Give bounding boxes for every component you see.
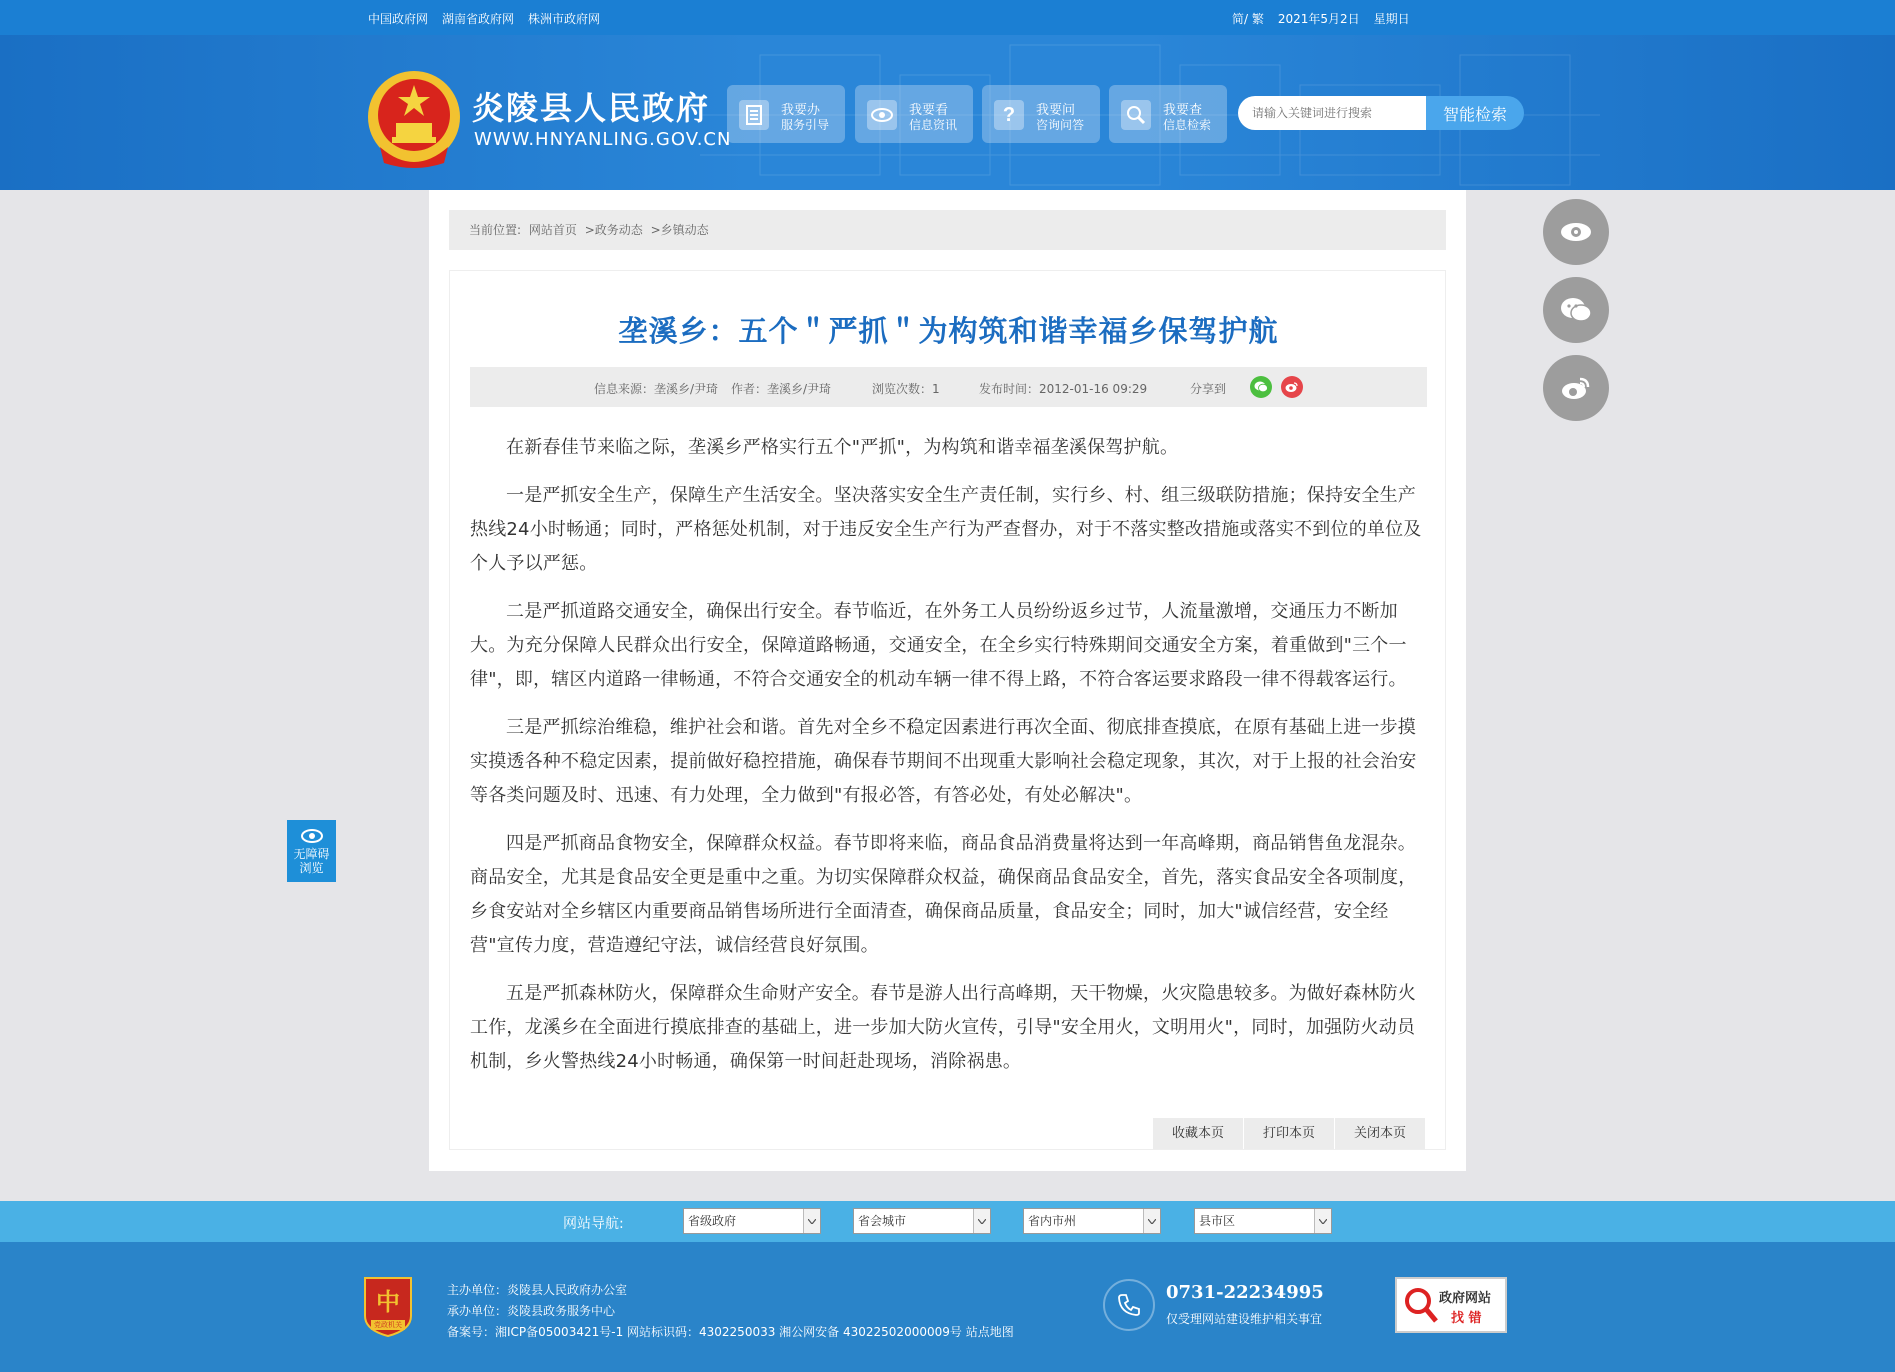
service-view-title: 我要看 [909, 103, 949, 118]
article-paragraph: 三是严抓综治维稳，维护社会和谐。首先对全乡不稳定因素进行再次全面、彻底排查摸底，在原有基础上进一步摸实摸透各种不稳定因素，提前做好稳控措施，确保春节期间不出现重大影响社会稳定现象，其次，对于上报的社会治安等各类问题及时、迅速、有力处理，全力做到"有报必答，有答必处，有处必解决"。 [470, 717, 1417, 806]
party-gov-badge-label: 党政机关 [374, 1321, 402, 1329]
article-body [470, 431, 1427, 1093]
select-province-cities-value: 省内市州 [1028, 1214, 1077, 1228]
share-wechat-icon[interactable] [1250, 376, 1272, 398]
article-title: 垄溪乡：五个＂严抓＂为构筑和谐幸福乡保驾护航 [618, 314, 1279, 348]
site-title[interactable]: 炎陵县人民政府 [472, 89, 711, 127]
footer-phone: 0731-22234995 [1166, 1282, 1324, 1303]
article-paragraph: 四是严抓商品食物安全，保障群众权益。春节即将来临，商品食品消费量将达到一年高峰期，商品销售鱼龙混杂。商品安全，尤其是食品安全更是重中之重。为切实保障群众权益，确保商品食品安全，首先，落实食品安全各项制度，乡食安站对全乡辖区内重要商品销售场所进行全面清查，确保商品质量，食品安全；同时，加大"诚信经营，安全经营"宣传力度，营造遵纪守法，诚信经营良好氛围。 [470, 833, 1417, 956]
select-capital-cities-value: 省会城市 [858, 1214, 907, 1228]
float-wechat-button[interactable] [1543, 277, 1609, 343]
eye-icon [1560, 222, 1592, 242]
footer-host: 主办单位：炎陵县人民政府办公室 [447, 1283, 628, 1297]
select-counties[interactable] [1194, 1208, 1332, 1234]
error-report-label-2: 找 错 [1451, 1307, 1501, 1325]
article-paragraph: 一是严抓安全生产，保障生产生活安全。坚决落实安全生产责任制，实行乡、村、组三级联防措施；保持安全生产热线24小时畅通；同时，严格惩处机制，对于违反安全生产行为严查督办，对于不落实整改措施或落实不到位的单位及个人予以严惩。 [470, 485, 1422, 574]
weibo-icon [1560, 375, 1592, 401]
meta-published: 发布时间：2012-01-16 09:29 [979, 382, 1148, 396]
top-bar-right [1232, 10, 1410, 27]
accessibility-label-1: 无障碍 [293, 847, 330, 861]
service-do-button[interactable] [727, 85, 845, 143]
breadcrumb [449, 210, 1446, 250]
party-gov-badge-icon[interactable] [361, 1274, 415, 1338]
service-ask-title: 我要问 [1036, 103, 1076, 118]
gov-links [368, 10, 600, 27]
article-meta [470, 367, 1427, 407]
question-icon: ? [994, 100, 1024, 130]
breadcrumb-label: 当前位置: [469, 223, 522, 237]
article-paragraph: 二是严抓道路交通安全，确保出行安全。春节临近，在外务工人员纷纷返乡过节，人流量激增，交通压力不断加大。为充分保障人民群众出行安全，保障道路畅通，交通安全，在全乡实行特殊期间交通安全方案，着重做到"三个一律"，即，辖区内道路一律畅通，不符合交通安全的机动车辆一律不得上路，不符合客运要求路段一律不得载客运行。 [470, 601, 1407, 690]
article-paragraph: 五是严抓森林防火，保障群众生命财产安全。春节是游人出行高峰期，天干物燥，火灾隐患较多。为做好森林防火工作，龙溪乡在全面进行摸底排查的基础上，进一步加大防火宣传，引导"安全用火，文明用火"，同时，加强防火动员机制，乡火警热线24小时畅通，确保第一时间赶赴现场，消除祸患。 [470, 983, 1416, 1072]
link-hunan-gov[interactable]: 湖南省政府网 [442, 12, 515, 26]
svg-text:中: 中 [376, 1287, 400, 1316]
breadcrumb-news[interactable]: >政务动态 [584, 223, 643, 237]
share-weibo-icon[interactable] [1281, 376, 1303, 398]
site-url: WWW.HNYANLING.GOV.CN [474, 129, 732, 150]
eye-icon [867, 100, 897, 130]
article-actions [1152, 1118, 1425, 1149]
meta-share-label: 分享到 [1190, 382, 1227, 396]
chevron-down-icon [803, 1209, 820, 1233]
site-navigation [0, 1201, 1895, 1242]
breadcrumb-township[interactable]: >乡镇动态 [650, 223, 709, 237]
bookmark-page-button[interactable]: 收藏本页 [1152, 1118, 1243, 1149]
link-china-gov[interactable]: 中国政府网 [368, 12, 429, 26]
print-page-button[interactable]: 打印本页 [1243, 1118, 1334, 1149]
site-header [0, 35, 1895, 190]
chevron-down-icon [973, 1209, 990, 1233]
breadcrumb-home[interactable]: 网站首页 [528, 223, 577, 237]
gov-site-error-report-button[interactable] [1395, 1277, 1507, 1333]
magnifier-icon [1403, 1285, 1439, 1325]
site-footer [0, 1242, 1895, 1372]
service-do-title: 我要办 [781, 103, 821, 118]
footer-organizer: 承办单位：炎陵县政务服务中心 [447, 1304, 616, 1318]
chevron-down-icon [1143, 1209, 1160, 1233]
footer-info [447, 1280, 1014, 1343]
service-do-sub: 服务引导 [781, 118, 830, 132]
service-search-button[interactable] [1109, 85, 1227, 143]
phone-icon [1103, 1279, 1155, 1331]
search-icon [1121, 100, 1151, 130]
current-weekday: 星期日 [1373, 12, 1410, 26]
link-zhuzhou-gov[interactable]: 株洲市政府网 [528, 12, 601, 26]
content-panel [429, 190, 1466, 1171]
service-ask-button[interactable] [982, 85, 1100, 143]
service-ask-sub: 咨询问答 [1036, 118, 1085, 132]
smart-search-button[interactable]: 智能检索 [1426, 96, 1524, 130]
select-counties-value: 县市区 [1199, 1214, 1236, 1228]
accessibility-button[interactable] [287, 820, 336, 882]
site-search [1238, 96, 1524, 130]
select-capital-cities[interactable] [853, 1208, 991, 1234]
article [449, 270, 1446, 1150]
service-view-button[interactable] [855, 85, 973, 143]
meta-views: 浏览次数：1 [872, 382, 940, 396]
document-icon [739, 100, 769, 130]
search-input[interactable] [1238, 96, 1428, 130]
national-emblem-icon [366, 67, 462, 173]
float-eye-button[interactable] [1543, 199, 1609, 265]
select-province-cities[interactable] [1023, 1208, 1161, 1234]
select-provincial-gov-value: 省级政府 [688, 1214, 737, 1228]
meta-author: 作者：垄溪乡/尹琦 [731, 382, 832, 396]
select-provincial-gov[interactable] [683, 1208, 821, 1234]
float-weibo-button[interactable] [1543, 355, 1609, 421]
service-view-sub: 信息资讯 [909, 118, 958, 132]
eye-icon [301, 828, 323, 844]
wechat-icon [1560, 297, 1592, 323]
chevron-down-icon [1314, 1209, 1331, 1233]
footer-phone-note: 仅受理网站建设维护相关事宜 [1166, 1312, 1323, 1326]
meta-source: 信息来源：垄溪乡/尹琦 [594, 382, 719, 396]
service-search-title: 我要查 [1163, 103, 1203, 118]
service-search-sub: 信息检索 [1163, 118, 1212, 132]
footer-record: 备案号：湘ICP备05003421号-1 网站标识码：4302250033 湘公网安备 43022502000009号 站点地图 [447, 1325, 1014, 1339]
lang-switch[interactable]: 简/ 繁 [1232, 12, 1264, 26]
article-paragraph: 在新春佳节来临之际，垄溪乡严格实行五个"严抓"，为构筑和谐幸福垄溪保驾护航。 [506, 437, 1179, 458]
top-bar [0, 0, 1895, 35]
error-report-label-1: 政府网站 [1439, 1291, 1492, 1306]
close-page-button[interactable]: 关闭本页 [1334, 1118, 1425, 1149]
site-nav-label: 网站导航: [563, 1216, 624, 1232]
accessibility-label-2: 浏览 [299, 861, 324, 875]
current-date: 2021年5月2日 [1277, 12, 1360, 26]
